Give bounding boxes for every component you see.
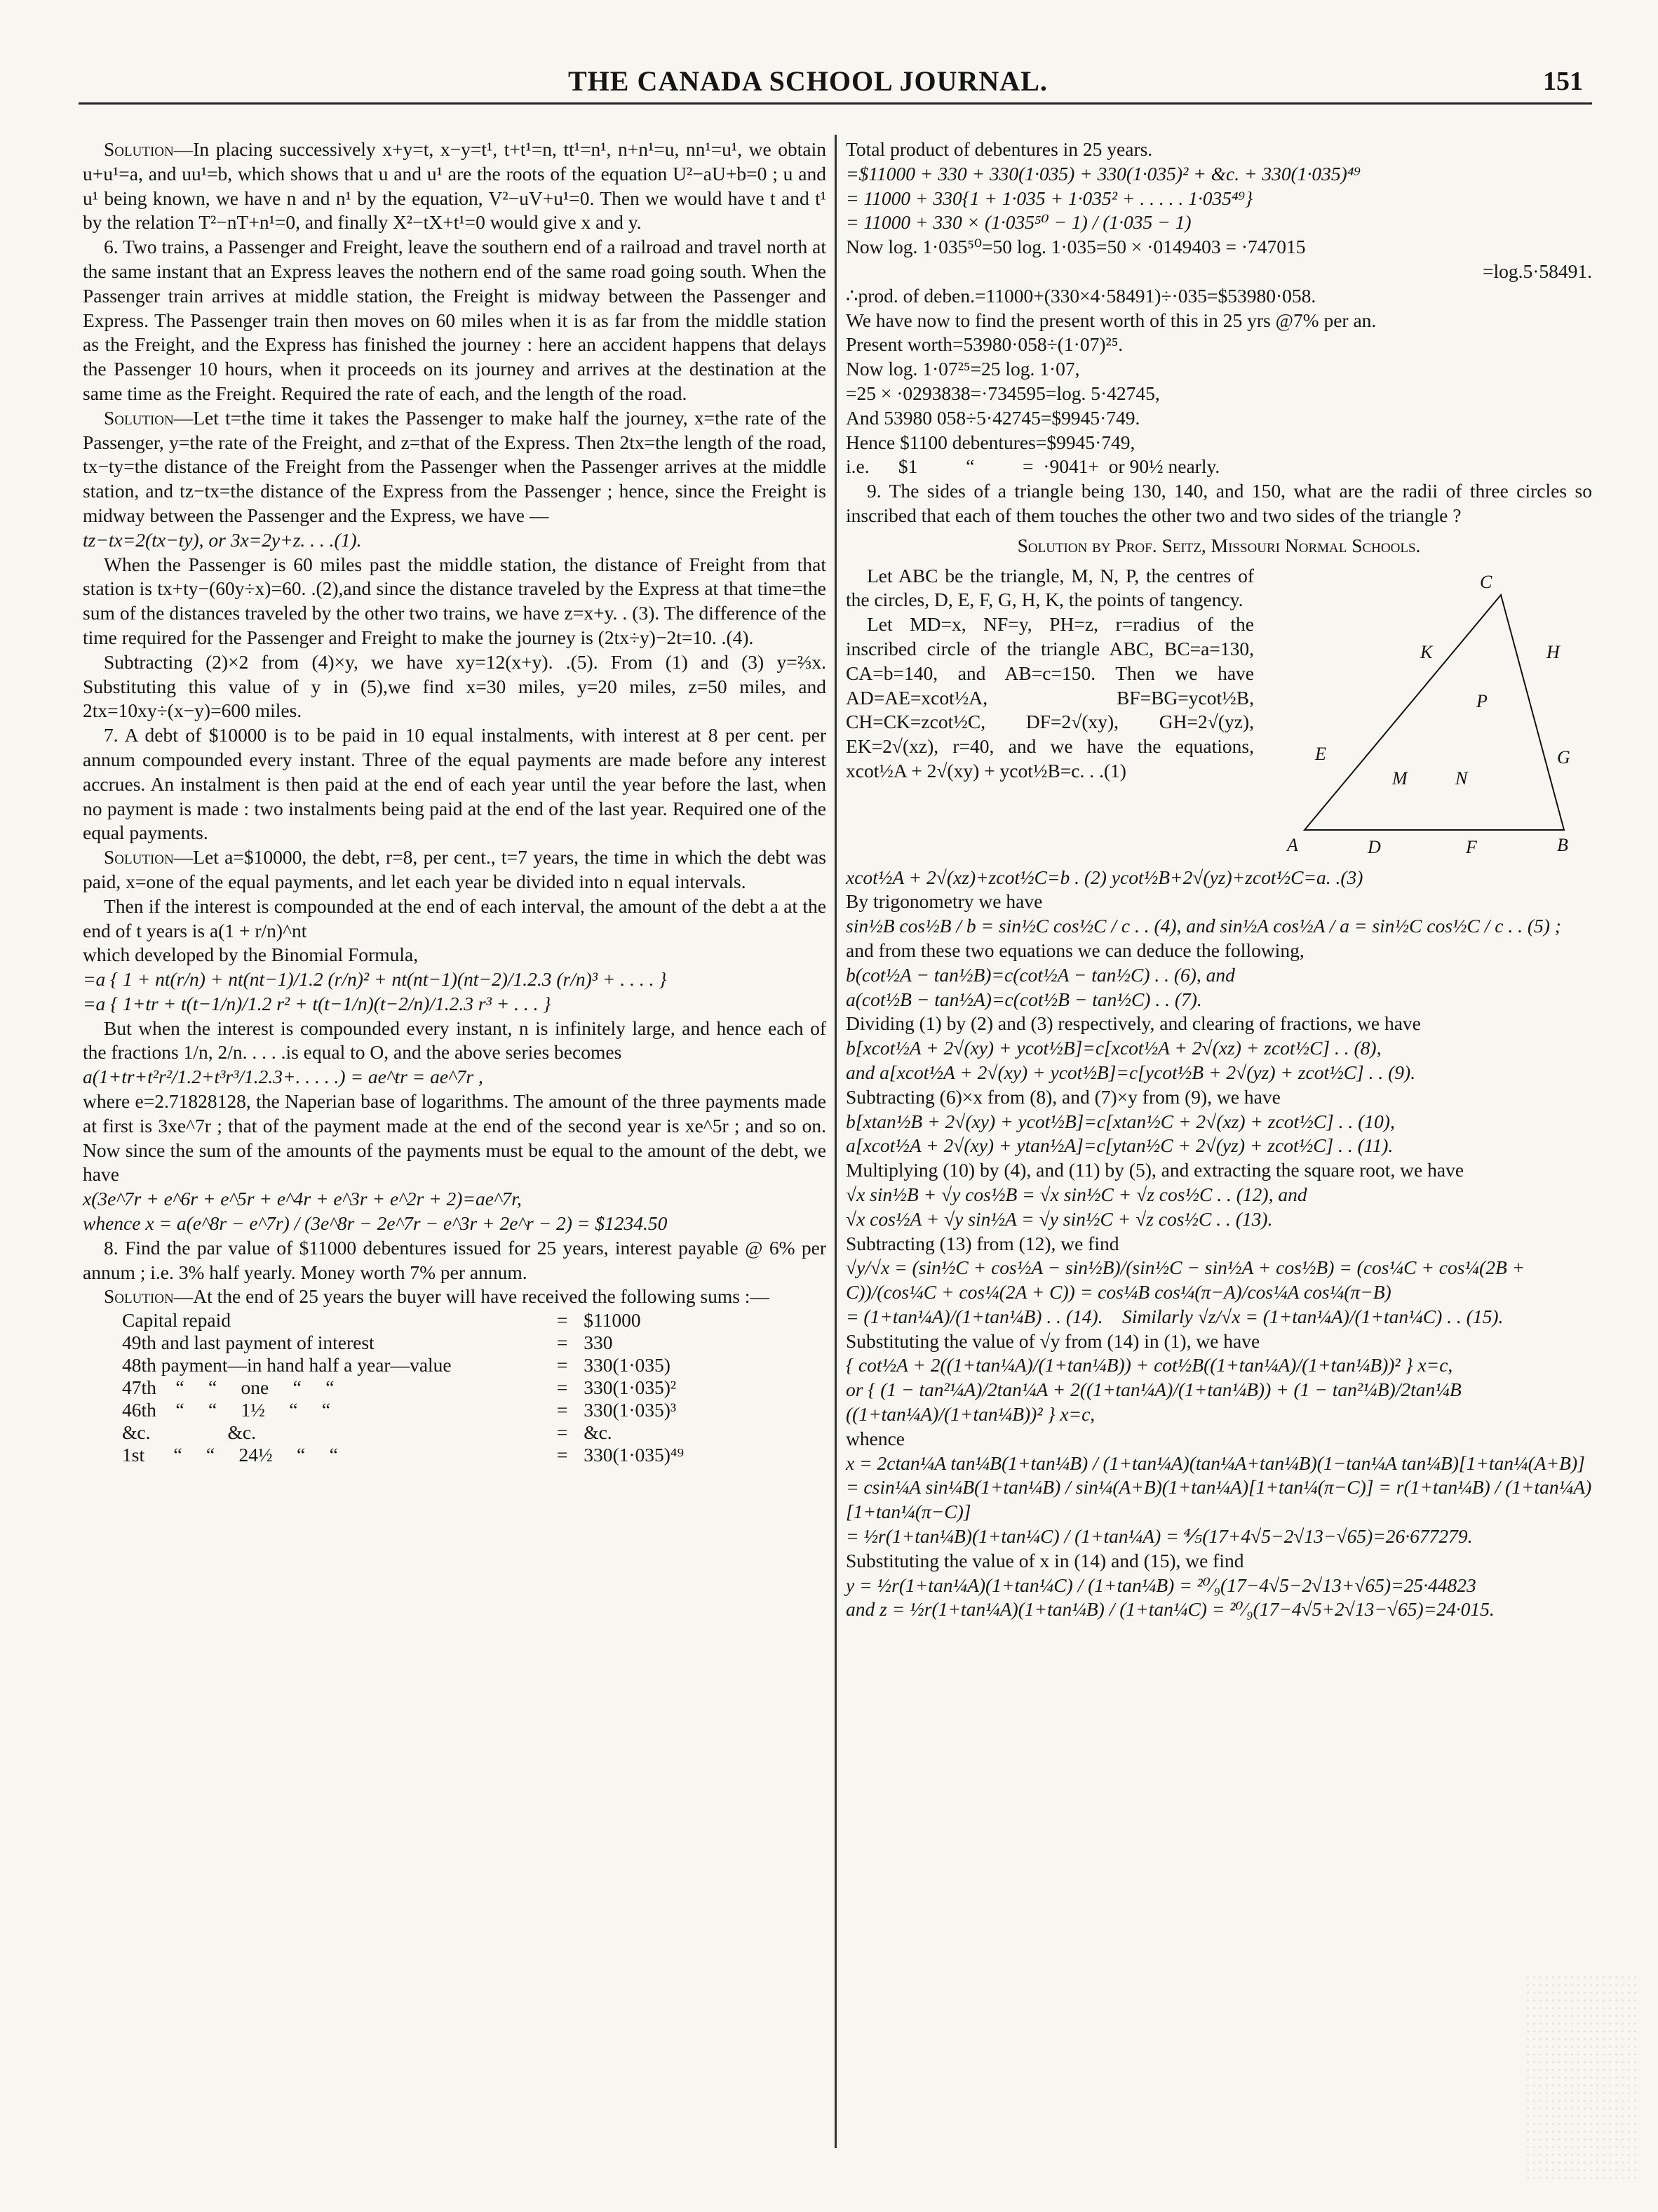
solution-9-paragraph-5: and from these two equations we can deduce the following, (846, 939, 1305, 961)
sum-value: 330 (584, 1332, 613, 1354)
sum-value: 330(1·035)⁴⁹ (584, 1444, 685, 1466)
sum-label: 49th and last payment of interest (122, 1332, 375, 1354)
sum-value: $11000 (584, 1309, 641, 1332)
label-h: H (1546, 641, 1560, 662)
page-header (0, 65, 1658, 107)
sum-equals: = (556, 1309, 568, 1332)
equation-9-22: and z = ½r(1+tan¼A)(1+tan¼B) / (1+tan¼C) = ²⁰⁄₉(17−4√5+2√13−√65)=24·015. (846, 1598, 1495, 1621)
debentures-line-12: And 53980 058÷5·42745=$9945·749. (846, 406, 1140, 429)
solution-heading: Solution (104, 406, 174, 429)
table-row (83, 1399, 826, 1421)
sum-label: Capital repaid (122, 1309, 231, 1332)
table-row (83, 1309, 826, 1332)
equation-7-5: whence x = a(e^8r − e^7r) / (3e^8r − 2e^7r − e^3r + 2e^r − 2) = $1234.50 (83, 1212, 668, 1235)
solution-7-paragraph-3: which developed by the Binomial Formula, (83, 944, 419, 966)
question-8: 8. Find the par value of $11000 debentures issued for 25 years, interest payable @ 6% per annum ; i.e. 3% half yearly. Money worth 7% per annum. (83, 1236, 826, 1283)
equation-9-19: = csin¼A sin¼B(1+tan¼B) / sin¼(A+B)(1+tan¼A)[1+tan¼(π−C)] = r(1+tan¼B) / (1+tan¼A)[1+tan¼(π−C)] (846, 1476, 1592, 1523)
debentures-line-5: Now log. 1·035⁵⁰=50 log. 1·035=50 × ·0149403 = ·747015 (846, 236, 1306, 258)
debentures-line-7: ∴prod. of deben.=11000+(330×4·58491)÷·035=$53980·058. (846, 284, 1316, 307)
debentures-line-8: We have now to find the present worth of this in 25 yrs @7% per an. (846, 309, 1377, 331)
equation-6-1: tz−tx=2(tx−ty), or 3x=2y+z. . . .(1). (83, 528, 362, 551)
solution-9-paragraph-10: Substituting the value of √y from (14) in (1), we have (846, 1329, 1260, 1352)
sum-equals: = (556, 1421, 568, 1444)
solution-5-text: —In placing successively x+y=t, x−y=t¹, t+t¹=n, tt¹=n¹, n+n¹=u, nn¹=u¹, we obtain u+u¹=a, and uu¹=b, which shows that u and u¹ are the roots of the equation U²−aU+b=0 ; u and u¹ being known, we have n and n¹ by the equation, V²−uV+u¹=0. Then we would have t and t¹ by the relation T²−nT+n¹=0, and finally X²−tX+t¹=0 would give x and y. (83, 138, 826, 234)
solution-9-paragraph-7: Subtracting (6)×x from (8), and (7)×y from (9), we have (846, 1085, 1281, 1108)
debentures-line-4: = 11000 + 330 × (1·035⁵⁰ − 1) / (1·035 − 1) (846, 211, 1192, 234)
sum-label: &c. &c. (122, 1421, 256, 1444)
solution-6-paragraph (83, 406, 826, 528)
solution-6-text: —Let t=the time it takes the Passenger to make half the journey, x=the rate of the Passenger, y=the rate of the Freight, and z=that of the Express. Then 2tx=the length of the road, tx−ty=the distance of the Freight from the Passenger when the Passenger arrives at the middle station, and tz−tx=the distance of the Express from the Passenger ; hence, since the Freight is midway between the Passenger and the Express, we have — (83, 406, 826, 526)
table-row (83, 1444, 826, 1466)
solution-heading: Solution (104, 138, 174, 160)
equation-9-16: { cot½A + 2((1+tan¼A)/(1+tan¼B)) + cot½B((1+tan¼A)/(1+tan¼B))² } x=c, (846, 1354, 1453, 1376)
debentures-line-9: Present worth=53980·058÷(1·07)²⁵. (846, 333, 1124, 356)
solution-9-paragraph-8: Multiplying (10) by (4), and (11) by (5), and extracting the square root, we have (846, 1159, 1464, 1181)
sum-value: 330(1·035)² (584, 1376, 677, 1399)
solution-7-paragraph-2: Then if the interest is compounded at the end of each interval, the amount of the debt a at the end of t years is a(1 + r/n)^nt (83, 894, 826, 941)
label-d: D (1368, 836, 1381, 857)
equation-9-11: a[xcot½A + 2√(xy) + ytan½A]=c[ytan½C + 2√(yz) + zcot½C] . . (11). (846, 1134, 1394, 1157)
debentures-line-6: =log.5·58491. (1482, 260, 1592, 282)
equation-7-2: =a { 1+tr + t(t−1/n)/1.2 r² + t(t−1/n)(t−2/n)/1.2.3 r³ + . . . } (83, 992, 551, 1014)
equation-9-21: y = ½r(1+tan¼A)(1+tan¼C) / (1+tan¼B) = ²⁰⁄₉(17−4√5−2√13+√65)=25·44823 (846, 1574, 1476, 1596)
solution-9-whence: whence (846, 1427, 905, 1449)
solution-7-paragraph-4: But when the interest is compounded every instant, n is infinitely large, and hence each of the fractions 1/n, 2/n. . . . .is equal to O, and the above series becomes (83, 1017, 826, 1064)
equation-9-9: and a[xcot½A + 2√(xy) + ycot½B]=c[ycot½B + 2√(yz) + zcot½C] . . (9). (846, 1061, 1416, 1083)
equation-9-14a: √y/√x = (sin½C + cos½A − sin½B)/(sin½C − sin½A + cos½B) = (cos¼C + cos¼(2B + C))/(cos¼C + cos¼(2A + C)) = cos¼B cos¼(π−A)/cos¼A cos¼(π−B) (846, 1256, 1530, 1303)
question-7: 7. A debt of $10000 is to be paid in 10 equal instalments, with interest at 8 per cent. per annum compounded every instant. Three of the equal payments are made before any interest accrues. An instalment is then paid at the end of each year until the year before the last, when no payment is made : two instalments being paid at the end of the last year. Required one of the equal payments. (83, 724, 826, 844)
debentures-line-10: Now log. 1·07²⁵=25 log. 1·07, (846, 358, 1080, 380)
label-f: F (1466, 836, 1477, 857)
equation-9-6: b(cot½A − tan½B)=c(cot½A − tan½C) . . (6), and (846, 963, 1235, 986)
label-c: C (1480, 571, 1492, 592)
sum-equals: = (556, 1332, 568, 1354)
label-g: G (1557, 746, 1570, 768)
right-column (846, 138, 1592, 1622)
debentures-line-11: =25 × ·0293838=·734595=log. 5·42745, (846, 382, 1160, 404)
debentures-line-1: Total product of debentures in 25 years. (846, 138, 1153, 160)
equation-7-4: x(3e^7r + e^6r + e^5r + e^4r + e^3r + e^2r + 2)=ae^7r, (83, 1188, 522, 1210)
equation-7-3: a(1+tr+t²r²/1.2+t³r³/1.2.3+. . . . .) = ae^tr = ae^7r , (83, 1066, 483, 1088)
debentures-line-3: = 11000 + 330{1 + 1·035 + 1·035² + . . . . . 1·035⁴⁹} (846, 187, 1253, 209)
sum-equals: = (556, 1399, 568, 1421)
column-divider (835, 135, 837, 2148)
equation-9-8: b[xcot½A + 2√(xy) + ycot½B]=c[xcot½A + 2√(xz) + zcot½C] . . (8), (846, 1037, 1382, 1059)
sums-table (83, 1309, 826, 1466)
solution-heading: Solution (104, 846, 174, 869)
header-rule (79, 102, 1592, 105)
sum-equals: = (556, 1354, 568, 1376)
solution-8-text: —At the end of 25 years the buyer will have received the following sums :— (173, 1285, 769, 1308)
label-m: M (1392, 768, 1408, 789)
question-9: 9. The sides of a triangle being 130, 140, and 150, what are the radii of three circles so inscribed that each of them touches the other two and two sides of the triangle ? (846, 480, 1592, 526)
solution-6-paragraph-3: Subtracting (2)×2 from (4)×y, we have xy=12(x+y). .(5). From (1) and (3) y=⅔x. Substituting this value of y in (5),we find x=30 miles, y=20 miles, z=50 miles, and 2tx=10xy÷(x−y)=600 miles. (83, 650, 826, 722)
sum-value: 330(1·035) (584, 1354, 670, 1376)
solution-8-paragraph (83, 1285, 826, 1309)
equation-9-13: √x cos½A + √y sin½A = √y sin½C + √z cos½C . . (13). (846, 1207, 1273, 1230)
journal-title: THE CANADA SCHOOL JOURNAL. (568, 65, 1048, 97)
equation-9-7: a(cot½B − tan½A)=c(cot½B − tan½C) . . (7). (846, 988, 1202, 1010)
table-row (83, 1332, 826, 1354)
label-b: B (1557, 834, 1568, 855)
left-column (83, 138, 826, 1466)
solution-heading: Solution (104, 1285, 174, 1308)
equation-9-20: = ½r(1+tan¼B)(1+tan¼C) / (1+tan¼A) = ⅘(17+4√5−2√13−√65)=26·677279. (846, 1525, 1473, 1548)
print-speckle-texture (1525, 1973, 1637, 2184)
solution-5-paragraph (83, 138, 826, 235)
sum-label: 46th “ “ 1½ “ “ (122, 1399, 331, 1421)
sum-label: 1st “ “ 24½ “ “ (122, 1444, 338, 1466)
label-n: N (1455, 768, 1468, 789)
label-e: E (1315, 743, 1326, 764)
sum-label: 47th “ “ one “ “ (122, 1376, 335, 1399)
solution-9-title: Solution by Prof. Seitz, Missouri Normal Schools. (1017, 534, 1421, 556)
equation-9-10: b[xtan½B + 2√(xy) + ycot½B]=c[xtan½C + 2√(xz) + zcot½C] . . (10), (846, 1110, 1395, 1132)
label-k: K (1420, 641, 1433, 662)
table-row (83, 1354, 826, 1376)
sum-label: 48th payment—in hand half a year—value (122, 1354, 452, 1376)
debentures-line-13: Hence $1100 debentures=$9945·749, (846, 431, 1135, 453)
solution-7-paragraph-5: where e=2.71828128, the Naperian base of logarithms. The amount of the three payments made at first is 3xe^7r ; that of the payment made at the end of the second year is xe^5r ; and so on. Now since the sum of the amounts of the payments must be equal to the amount of the debt, we have (83, 1090, 826, 1186)
solution-9-paragraph-9: Subtracting (13) from (12), we find (846, 1232, 1119, 1254)
solution-9-paragraph-11: Substituting the value of x in (14) and (15), we find (846, 1549, 1244, 1571)
sum-equals: = (556, 1376, 568, 1399)
debentures-line-14: i.e. $1 “ = ·9041+ or 90½ nearly. (846, 455, 1220, 478)
solution-9-figure-block (846, 564, 1592, 866)
debentures-line-2: =$11000 + 330 + 330(1·035) + 330(1·035)² + &c. + 330(1·035)⁴⁹ (846, 162, 1361, 185)
table-row (83, 1376, 826, 1399)
triangle-outline (1305, 595, 1564, 830)
solution-9-paragraph-4: By trigonometry we have (846, 890, 1043, 913)
label-a: A (1287, 834, 1298, 855)
solution-6-paragraph-2: When the Passenger is 60 miles past the middle station, the distance of Freight from that station is tx+ty−(60y÷x)=60. .(2),and since the distance traveled by the Express at that time=the sum of the distances traveled by the other two trains, we have z=x+y. . (3). The difference of the time required for the Passenger and Freight to make the journey is (2tx÷y)−2t=10. .(4). (83, 553, 826, 648)
solution-9-paragraph-6: Dividing (1) by (2) and (3) respectively, and clearing of fractions, we have (846, 1012, 1421, 1035)
equation-9-18: x = 2ctan¼A tan¼B(1+tan¼B) / (1+tan¼A)(tan¼A+tan¼B)(1−tan¼A tan¼B)[1+tan¼(A+B)] (846, 1452, 1585, 1474)
page-number: 151 (1543, 67, 1583, 96)
table-row (83, 1421, 826, 1444)
solution-7-paragraph (83, 845, 826, 894)
solution-9-paragraph-2: Let MD=x, NF=y, PH=z, r=radius of the inscribed circle of the triangle ABC, BC=a=130, CA=b=140, and AB=c=150. Then we have AD=AE=xcot½A, BF=BG=ycot½B, CH=CK=zcot½C, DF=2√(xy), GH=2√(yz), EK=2√(xz), r=40, and we have the equations, xcot½A + 2√(xy) + ycot½B=c. . .(1) (846, 613, 1254, 782)
solution-7-text: —Let a=$10000, the debt, r=8, per cent., t=7 years, the time in which the debt was paid, x=one of the equal payments, and let each year be divided into n equal intervals. (83, 846, 826, 892)
solution-9-paragraph-1: Let ABC be the triangle, M, N, P, the centres of the circles, D, E, F, G, H, K, the points of tangency. (846, 564, 1254, 611)
sum-value: &c. (584, 1421, 612, 1444)
equation-9-2-3: xcot½A + 2√(xz)+zcot½C=b . (2) ycot½B+2√(yz)+zcot½C=a. .(3) (846, 866, 1363, 888)
triangle-diagram (1262, 567, 1592, 862)
sum-value: 330(1·035)³ (584, 1399, 677, 1421)
label-p: P (1476, 690, 1488, 711)
equation-9-17: or { (1 − tan²¼A)/2tan¼A + 2((1+tan¼A)/(1+tan¼B)) + (1 − tan²¼B)/2tan¼B ((1+tan¼A)/(1+tan¼B))² } x=c, (846, 1379, 1467, 1426)
question-6: 6. Two trains, a Passenger and Freight, leave the southern end of a railroad and travel north at the same instant that an Express leaves the nothern end of the same road going south. When the Passenger train arrives at middle station, the Freight is midway between the Passenger and Express. The Passenger train then moves on 60 miles when it is as far from the middle station as the Freight, and the Express has finished the journey : here an accident happens that delays the Passenger 10 hours, when it proceeds on its journey and arrives at the destination at the same time as the Freight. Required the rate of each, and the length of the road. (83, 236, 826, 404)
equation-9-14b: = (1+tan¼A)/(1+tan¼B) . . (14). Similarly √z/√x = (1+tan¼A)/(1+tan¼C) . . (15). (846, 1305, 1504, 1327)
equation-9-12: √x sin½B + √y cos½B = √x sin½C + √z cos½C . . (12), and (846, 1183, 1307, 1205)
equation-9-4-5: sin½B cos½B / b = sin½C cos½C / c . . (4), and sin½A cos½A / a = sin½C cos½C / c . . (5) ; (846, 915, 1561, 937)
sum-equals: = (556, 1444, 568, 1466)
equation-7-1: =a { 1 + nt(r/n) + nt(nt−1)/1.2 (r/n)² + nt(nt−1)(nt−2)/1.2.3 (r/n)³ + . . . . } (83, 968, 667, 991)
